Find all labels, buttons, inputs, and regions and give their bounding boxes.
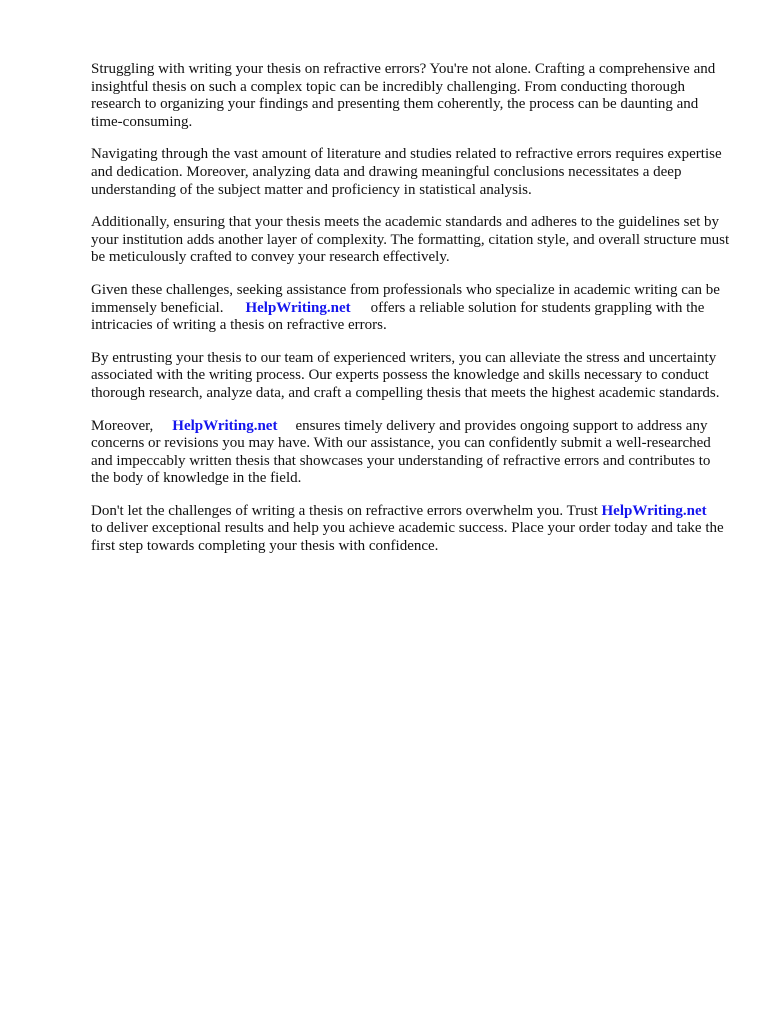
helpwriting-link[interactable]: HelpWriting.net — [172, 417, 278, 434]
paragraph-intro — [91, 61, 731, 131]
helpwriting-link[interactable]: HelpWriting.net — [245, 299, 351, 316]
paragraph-team-text: By entrusting your thesis to our team of experienced writers, you can alleviate the stress and uncertainty associated with the writing process. Our experts possess the knowledge and skills necessary to conduct thorough research, analyze data, and craft a compelling thesis that meets the highest academic standards. — [91, 349, 720, 401]
paragraph-standards — [91, 214, 731, 267]
paragraph-delivery-after: ensures timely delivery and provides ongoing support to address any concerns or revisions you may have. With our assistance, you can confidently submit a well-researched and impeccably written thesis that showcases your understanding of refractive errors and contributes to the body of knowledge in the field. — [91, 417, 711, 487]
document-page — [91, 61, 731, 571]
paragraph-closing — [91, 503, 731, 556]
paragraph-assistance-after: offers a reliable solution for students grappling with the intricacies of writing a thesis on refractive errors. — [91, 299, 705, 334]
paragraph-literature-text: Navigating through the vast amount of literature and studies related to refractive errors requires expertise and dedication. Moreover, analyzing data and drawing meaningful conclusions necessitates a deep understanding of the subject matter and proficiency in statistical analysis. — [91, 146, 722, 198]
paragraph-closing-before: Don't let the challenges of writing a thesis on refractive errors overwhelm you. Trust — [91, 502, 598, 519]
paragraph-delivery-before: Moreover, — [91, 417, 154, 434]
paragraph-literature — [91, 146, 731, 199]
paragraph-standards-text: Additionally, ensuring that your thesis meets the academic standards and adheres to the guidelines set by your institution adds another layer of complexity. The formatting, citation style, and overall structure must be meticulously crafted to convey your research effectively. — [91, 214, 730, 266]
paragraph-intro-text: Struggling with writing your thesis on refractive errors? You're not alone. Crafting a comprehensive and insightful thesis on such a complex topic can be incredibly challenging. From conducting thorough research to organizing your findings and presenting them coherently, the process can be daunting and time-consuming. — [91, 61, 716, 130]
paragraph-assistance-before: Given these challenges, seeking assistance from professionals who specialize in academic writing can be immensely beneficial. — [91, 281, 720, 316]
paragraph-team — [91, 350, 731, 403]
helpwriting-link[interactable]: HelpWriting.net — [601, 502, 707, 519]
paragraph-assistance — [91, 282, 731, 335]
paragraph-closing-after: to deliver exceptional results and help you achieve academic success. Place your order today and take the first step towards completing your thesis with confidence. — [91, 520, 724, 555]
paragraph-delivery — [91, 418, 731, 488]
